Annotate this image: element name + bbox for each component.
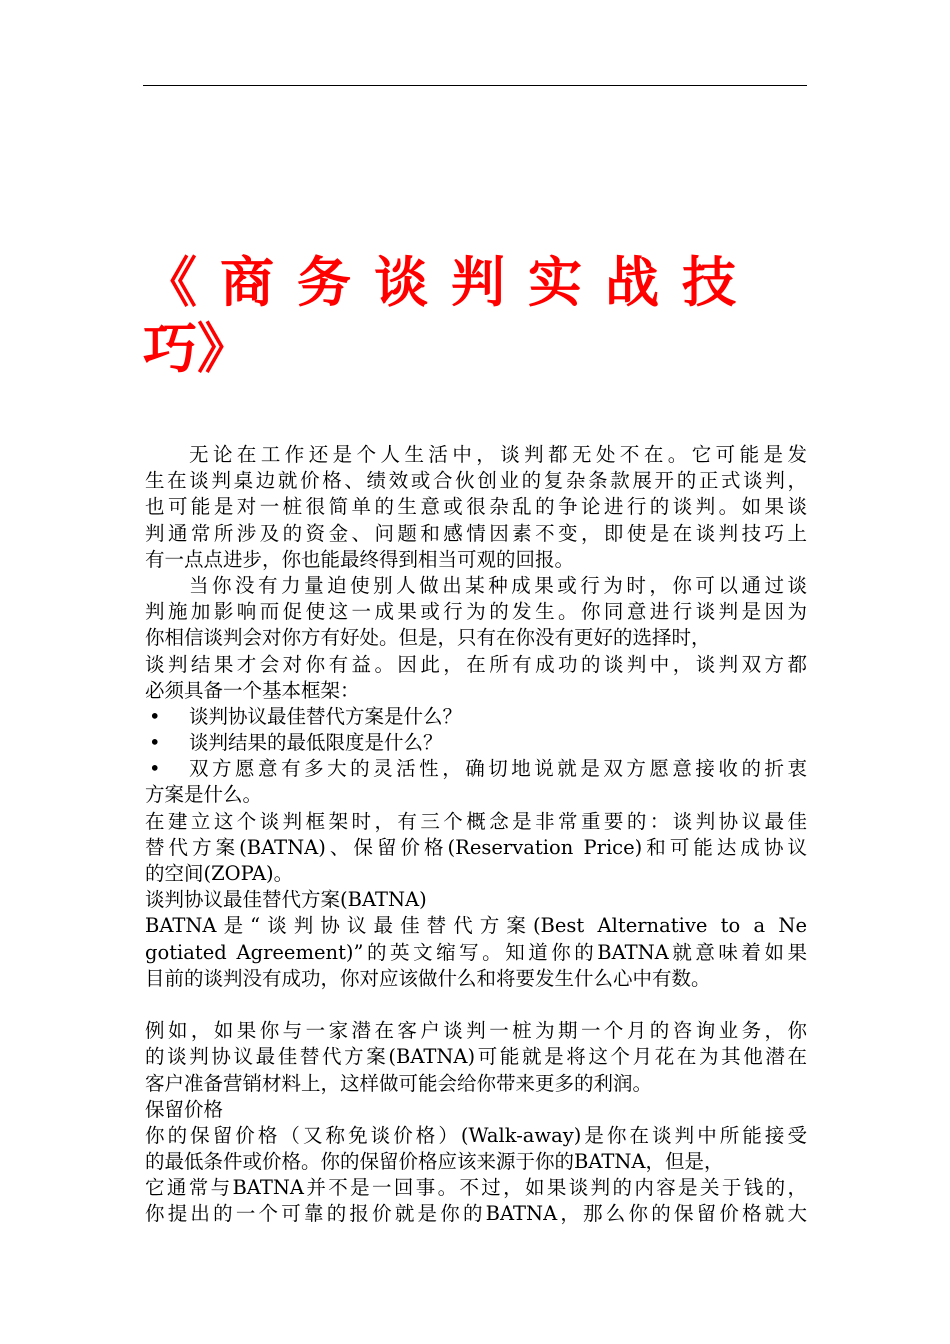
para1-line: 生在谈判桌边就价格、绩效或合伙创业的复杂条款展开的正式谈判， [145,469,807,493]
para1-line: 也可能是对一桩很简单的生意或很杂乱的争论进行的谈判。如果谈 [145,495,807,519]
bullet-item [145,756,807,782]
concepts-line: 的空间(ZOPA)。 [145,862,294,885]
para1-line: 无论在工作还是个人生活中，谈判都无处不在。它可能是发 [189,443,807,466]
title-line-1: 《商务谈判实战技 [143,251,759,314]
para2-line: 你相信谈判会对你方有好处。但是，只有在你没有更好的选择时， [145,626,711,650]
bullet-item [145,704,807,730]
para1-line: 有一点点进步，你也能最终得到相当可观的回报。 [145,547,575,571]
para2-line: 判施加影响而促使这一成果或行为的发生。你同意进行谈判是因为 [145,600,807,624]
concepts-line: 替代方案(BATNA)、保留价格(Reservation Price)和可能达成协议 [145,835,807,859]
bullet-text: 谈判协议最佳替代方案是什么？ [189,704,463,728]
heading-reservation-price: 保留价格 [145,1097,224,1121]
reservation-line: 你的保留价格（又称免谈价格）(Walk-away)是你在谈判中所能接受 [145,1123,807,1147]
reservation-line: 你提出的一个可靠的报价就是你的BATNA，那么你的保留价格就大 [145,1202,807,1226]
batna-line: 目前的谈判没有成功，你对应该做什么和将要发生什么心中有数。 [145,966,711,990]
example-line: 例如，如果你与一家潜在客户谈判一桩为期一个月的咨询业务，你 [145,1019,807,1043]
para2-line: 谈判结果才会对你有益。因此，在所有成功的谈判中，谈判双方都 [145,652,807,676]
header-rule [143,85,807,86]
bullet-symbol: • [149,704,161,728]
para2-line: 当你没有力量迫使别人做出某种成果或行为时，你可以通过谈 [189,573,807,597]
batna-line: BATNA是“谈判协议最佳替代方案(Best Alternative to a Ne [145,914,807,938]
para1-line: 判通常所涉及的资金、问题和感情因素不变，即使是在谈判技巧上 [145,521,807,545]
heading-batna: 谈判协议最佳替代方案(BATNA) [145,888,427,912]
bullet-continuation: 方案是什么。 [145,783,263,807]
document-body [145,442,807,1228]
bullet-symbol: • [149,757,161,781]
document-title [143,250,807,382]
concepts-line: 在建立这个谈判框架时，有三个概念是非常重要的：谈判协议最佳 [145,809,807,833]
para2-line: 必须具备一个基本框架： [145,678,360,702]
bullet-text: 谈判结果的最低限度是什么？ [189,731,443,755]
example-line: 的谈判协议最佳替代方案(BATNA)可能就是将这个月花在为其他潜在 [145,1045,807,1069]
example-line: 客户准备营销材料上，这样做可能会给你带来更多的利润。 [145,1071,653,1095]
blank-line [145,992,807,1018]
bullet-item [145,730,807,756]
reservation-line: 它通常与BATNA并不是一回事。不过，如果谈判的内容是关于钱的， [145,1176,807,1200]
bullet-symbol: • [149,731,161,755]
bullet-text: 双方愿意有多大的灵活性，确切地说就是双方愿意接收的折衷 [189,757,807,781]
batna-line: gotiated Agreement)”的英文缩写。知道你的BATNA就意味着如果 [145,940,807,964]
title-line-2: 巧》 [143,317,251,380]
reservation-line: 的最低条件或价格。你的保留价格应该来源于你的BATNA，但是， [145,1150,724,1174]
